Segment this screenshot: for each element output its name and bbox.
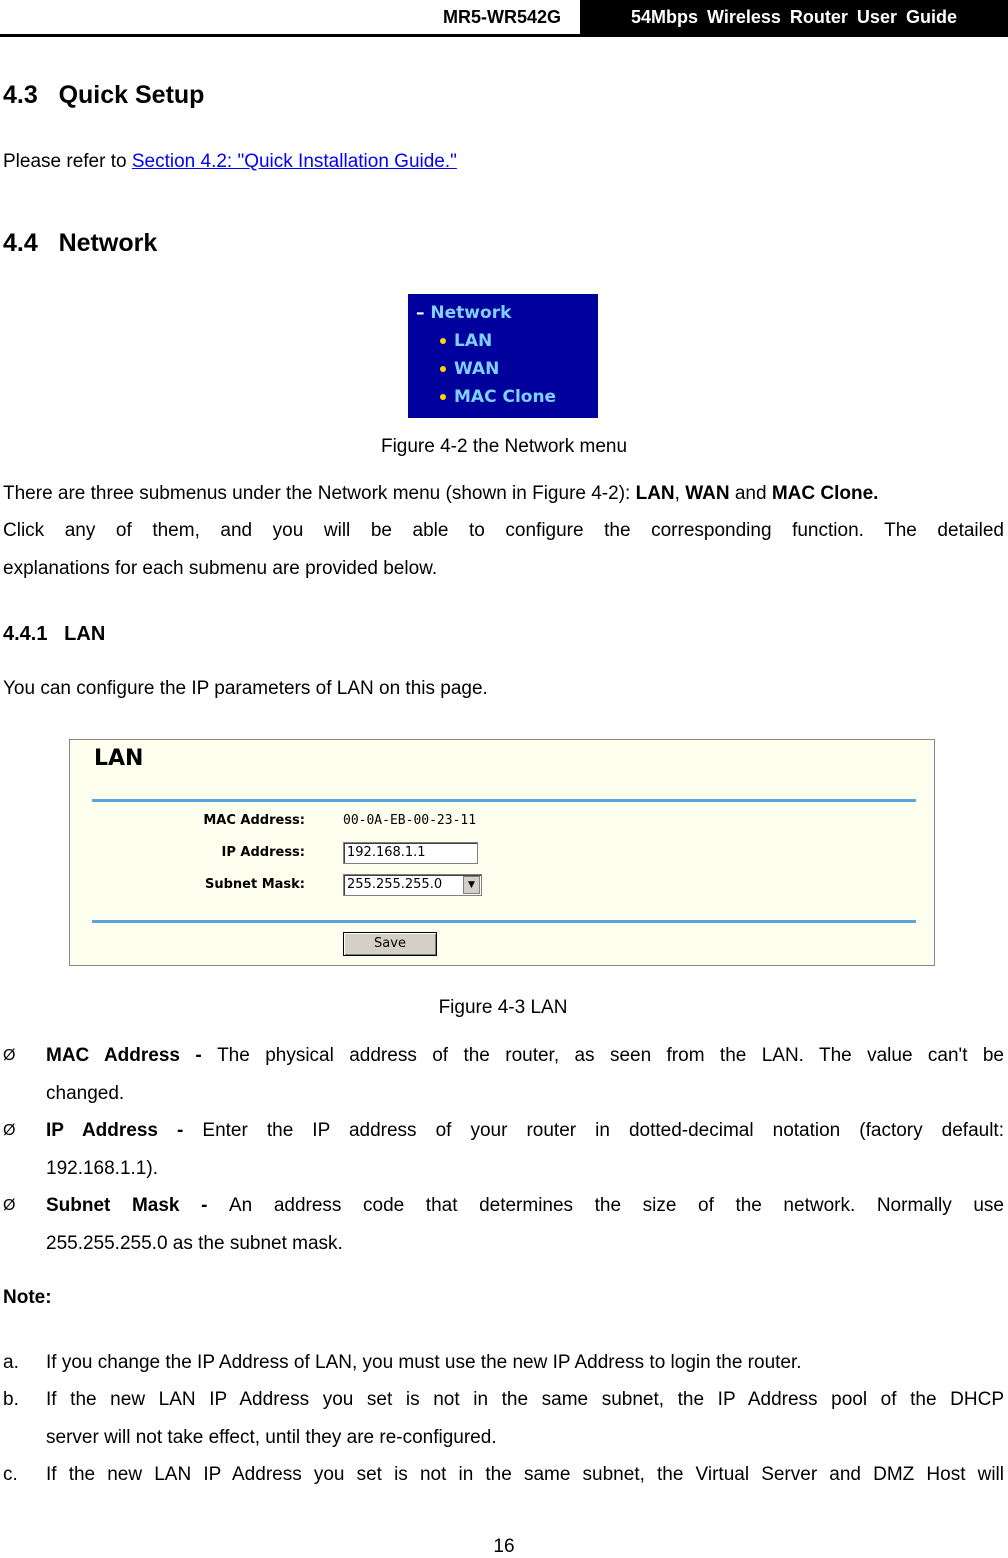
bullet-ip-address-line-1: IP Address - Enter the IP address of your router in dotted-decimal notation (factory default:	[46, 1120, 1004, 1141]
note-b-line-1: If the new LAN IP Address you set is not in the same subnet, the IP Address pool of the DHCP	[46, 1389, 1004, 1410]
subnet-mask-select[interactable]	[343, 874, 482, 896]
menu-item-wan[interactable]: WAN	[454, 359, 500, 379]
network-menu-title: – Network	[416, 303, 512, 323]
quick-installation-link[interactable]: Section 4.2: "Quick Installation Guide."	[131, 151, 457, 172]
network-menu-figure	[408, 294, 598, 418]
section-43-heading: 4.3 Quick Setup	[3, 81, 205, 109]
bullet-arrow-icon: Ø	[3, 1197, 16, 1214]
note-b-line-2: server will not take effect, until they are re-configured.	[46, 1427, 497, 1448]
note-c-letter: c.	[3, 1464, 18, 1485]
header-model: MR5-WR542G	[442, 7, 562, 27]
subnet-mask-selected-value: 255.255.255.0	[347, 877, 443, 892]
note-c-line-1: If the new LAN IP Address you set is not in the same subnet, the Virtual Server and DMZ Host will	[46, 1464, 1004, 1485]
subnet-mask-label: Subnet Mask:	[204, 877, 305, 892]
bullet-mac-address-line-2: changed.	[46, 1083, 125, 1104]
bullet-dot-icon	[440, 366, 446, 372]
dropdown-arrow-icon[interactable]: ▼	[463, 876, 480, 894]
intro-line-3: explanations for each submenu are provided below.	[3, 558, 438, 579]
bullet-dot-icon	[440, 394, 446, 400]
save-button[interactable]: Save	[343, 932, 437, 956]
note-a-letter: a.	[3, 1352, 19, 1373]
lan-panel-title: LAN	[94, 746, 144, 771]
section-441-text: You can configure the IP parameters of LAN on this page.	[3, 678, 488, 699]
ip-address-input[interactable]: 192.168.1.1	[343, 842, 478, 864]
figure-43-caption: Figure 4-3 LAN	[438, 997, 568, 1018]
note-label: Note:	[3, 1287, 52, 1308]
bullet-arrow-icon: Ø	[3, 1122, 16, 1139]
note-b-letter: b.	[3, 1389, 19, 1410]
mac-address-value: 00-0A-EB-00-23-11	[343, 813, 477, 828]
header-title: 54Mbps Wireless Router User Guide	[580, 0, 1008, 34]
divider	[92, 799, 916, 802]
bullet-subnet-mask-line-2: 255.255.255.0 as the subnet mask.	[46, 1233, 343, 1254]
mac-address-label: MAC Address:	[203, 813, 305, 828]
section-44-heading: 4.4 Network	[3, 229, 158, 257]
intro-line-1: There are three submenus under the Network menu (shown in Figure 4-2): LAN, WAN and MAC Clone.	[3, 483, 879, 504]
note-a-text: If you change the IP Address of LAN, you must use the new IP Address to login the router.	[46, 1352, 802, 1373]
section-43-text	[3, 143, 457, 181]
collapse-icon: –	[416, 303, 425, 323]
page-number: 16	[493, 1536, 515, 1557]
figure-42-caption: Figure 4-2 the Network menu	[380, 436, 628, 457]
bullet-ip-address-line-2: 192.168.1.1).	[46, 1158, 158, 1179]
ip-address-label: IP Address:	[221, 845, 305, 860]
header-rule	[0, 34, 1008, 37]
divider	[92, 920, 916, 923]
bullet-arrow-icon: Ø	[3, 1047, 16, 1064]
bullet-subnet-mask-line-1: Subnet Mask - An address code that determines the size of the network. Normally use	[46, 1195, 1004, 1216]
menu-item-lan[interactable]: LAN	[454, 331, 493, 351]
intro-line-2: Click any of them, and you will be able to configure the corresponding function. The detailed	[3, 520, 1004, 541]
lan-settings-panel	[69, 739, 935, 966]
section-43-text-prefix: Please refer to	[3, 151, 132, 172]
section-441-heading: 4.4.1 LAN	[3, 623, 106, 645]
bullet-mac-address-line-1: MAC Address - The physical address of the router, as seen from the LAN. The value can't be	[46, 1045, 1004, 1066]
bullet-dot-icon	[440, 338, 446, 344]
menu-item-mac-clone[interactable]: MAC Clone	[454, 387, 557, 407]
